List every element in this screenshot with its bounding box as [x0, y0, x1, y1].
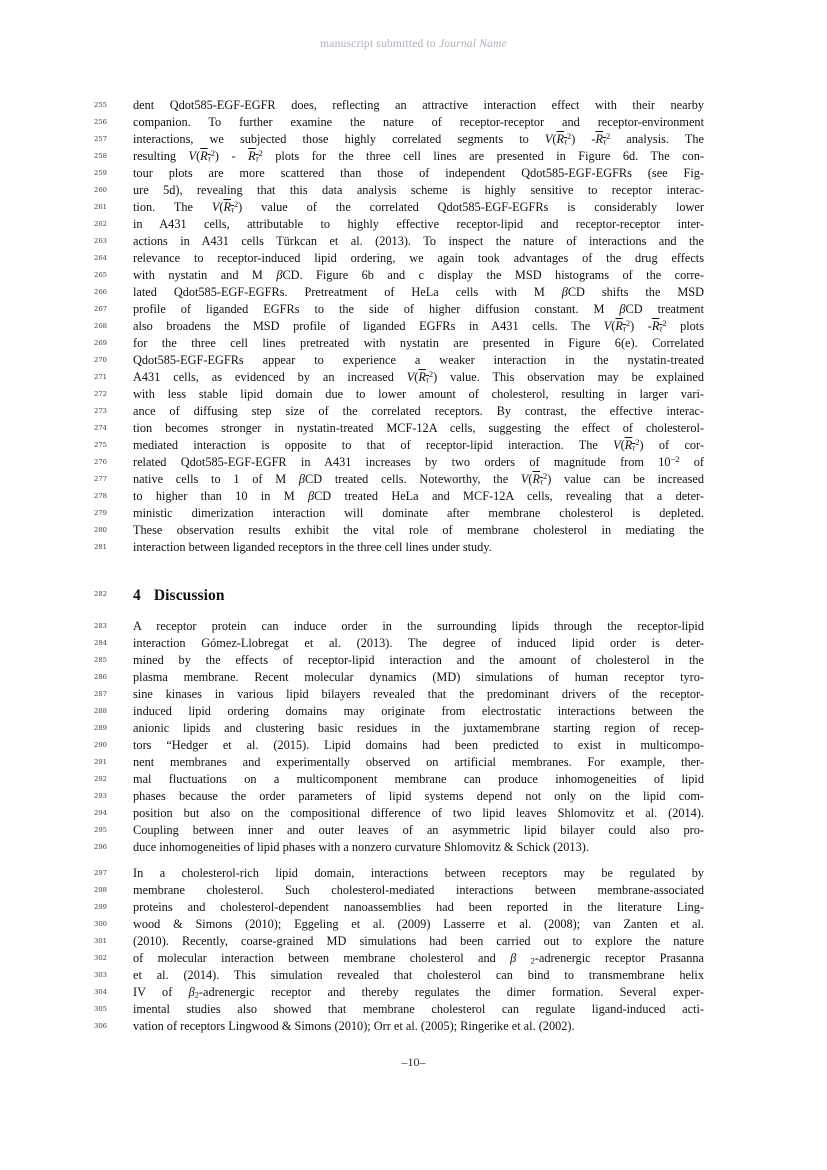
line-text: wood & Simons (2010); Eggeling et al. (2009) Lasserre et al. (2008); van Zanten et al.: [133, 917, 704, 931]
line-text: interaction Gómez-Llobregat et al. (2013). The degree of induced lipid order is deter-: [133, 636, 704, 650]
line-text: sine kinases in various lipid bilayers revealed that the predominant drivers of the receptor-: [133, 687, 704, 701]
line-text: profile of liganded EGFRs to the side of higher diffusion constant. M βCD treatment: [133, 302, 704, 316]
line-text: induced lipid ordering domains may originate from electrostatic interactions between the: [133, 704, 704, 718]
page-body: [0, 97, 827, 1035]
line-number: 301: [94, 937, 107, 945]
text-line: [0, 916, 827, 933]
text-line: [0, 114, 827, 131]
text-line: [0, 737, 827, 754]
text-line: [0, 216, 827, 233]
line-text: et al. (2014). This simulation revealed that cholesterol can bind to transmembrane helix: [133, 968, 704, 982]
text-line: [0, 703, 827, 720]
line-text: native cells to 1 of M βCD treated cells. Noteworthy, the $V(R_\tau^2)$ value can be increased: [133, 471, 705, 487]
text-line: [0, 199, 827, 216]
line-number: 269: [94, 339, 107, 347]
text-line: [0, 967, 827, 984]
line-number: 293: [94, 792, 107, 800]
text-line: [0, 386, 827, 403]
line-text: nent membranes and experimentally observed on artificial membranes. For example, ther-: [133, 755, 704, 769]
text-line: [0, 788, 827, 805]
line-number: 263: [94, 237, 107, 245]
text-line: [0, 865, 827, 882]
text-line: [0, 539, 827, 556]
line-number: 304: [94, 988, 107, 996]
line-number: 287: [94, 690, 107, 698]
line-number: 302: [94, 954, 107, 962]
line-text: (2010). Recently, coarse-grained MD simulations had been carried out to explore the nature: [133, 934, 704, 948]
text-line: [0, 984, 827, 1001]
text-line: [0, 899, 827, 916]
line-number: 288: [94, 707, 107, 715]
line-number: 270: [94, 356, 107, 364]
text-line: [0, 754, 827, 771]
line-text: interactions, we subjected those highly correlated segments to $V(R_\tau^2)$ $-R_\tau^2$ analysis. The: [133, 131, 704, 147]
line-text: tion becomes stronger in nystatin-treated MCF-12A cells, suggesting the effect of cholesterol-: [133, 421, 704, 435]
line-number: 300: [94, 920, 107, 928]
text-line: [0, 950, 827, 967]
line-text: to higher than 10 in M βCD treated HeLa and MCF-12A cells, revealing that a deter-: [133, 489, 704, 503]
line-text: actions in A431 cells Türkcan et al. (2013). To inspect the nature of interactions and the: [133, 234, 704, 248]
journal-name: Journal Name: [438, 38, 507, 50]
line-number: 289: [94, 724, 107, 732]
line-text: Coupling between inner and outer leaves of an asymmetric lipid bilayer could also pro-: [133, 823, 704, 837]
text-line: [0, 420, 827, 437]
line-number: 275: [94, 441, 107, 449]
text-line: [0, 471, 827, 488]
line-number: 272: [94, 390, 107, 398]
line-number: 259: [94, 169, 107, 177]
line-number: 262: [94, 220, 107, 228]
text-line: [0, 1001, 827, 1018]
line-text: mal fluctuations on a multicomponent membrane can produce inhomogeneities of lipid: [133, 772, 704, 786]
line-text: for the three cell lines pretreated with nystatin are presented in Figure 6(e). Correlated: [133, 336, 704, 350]
text-line: [0, 522, 827, 539]
line-number: 290: [94, 741, 107, 749]
line-text: tion. The $V(R_\tau^2)$ value of the correlated Qdot585-EGF-EGFRs is considerably lower: [133, 199, 704, 215]
line-text: interaction between liganded receptors in the three cell lines under study.: [133, 540, 492, 554]
line-text: relevance to receptor-induced lipid ordering, we again took advantages of the drug effects: [133, 251, 704, 265]
line-number: 268: [94, 322, 107, 330]
text-line: [0, 403, 827, 420]
line-text: vation of receptors Lingwood & Simons (2010); Orr et al. (2005); Ringerike et al. (2002).: [133, 1019, 575, 1033]
line-text: position but also on the compositional difference of two lipid leaves Shlomovitz et al. (2014).: [133, 806, 704, 820]
line-number: 271: [94, 373, 107, 381]
text-line: [0, 301, 827, 318]
line-text: ministic dimerization interaction will dominate after membrane cholesterol is depleted.: [133, 506, 704, 520]
text-line: [0, 805, 827, 822]
text-line: [0, 618, 827, 635]
line-number: 256: [94, 118, 107, 126]
line-number: 303: [94, 971, 107, 979]
page-number: –10–: [401, 1055, 426, 1069]
line-number: 279: [94, 509, 107, 517]
text-line: [0, 822, 827, 839]
heading-line: [0, 586, 827, 606]
line-text: These observation results exhibit the vital role of membrane cholesterol in mediating the: [133, 523, 704, 537]
text-line: [0, 131, 827, 148]
line-number: 260: [94, 186, 107, 194]
line-text: mined by the effects of receptor-lipid interaction and the amount of cholesterol in the: [133, 653, 704, 667]
line-number: 266: [94, 288, 107, 296]
line-text: Qdot585-EGF-EGFRs appear to experience a weaker interaction in the nystatin-treated: [133, 353, 704, 367]
text-line: [0, 1018, 827, 1035]
line-number: 296: [94, 843, 107, 851]
text-line: [0, 488, 827, 505]
line-text: mediated interaction is opposite to that of receptor-lipid interaction. The $V(R_\tau^2)$ of cor-: [133, 437, 705, 453]
line-number: 273: [94, 407, 107, 415]
line-number: 285: [94, 656, 107, 664]
line-number: 283: [94, 622, 107, 630]
running-head-text: manuscript submitted to: [320, 38, 439, 50]
line-number: 264: [94, 254, 107, 262]
text-line: [0, 437, 827, 454]
paragraph-block: [0, 618, 827, 856]
line-number: 261: [94, 203, 107, 211]
line-text: resulting $V(R_\tau^2) - R_\tau^2$ plots for the three cell lines are presented in Figure 6d. The con-: [133, 148, 705, 164]
line-number: 298: [94, 886, 107, 894]
line-number: 282: [94, 590, 107, 598]
text-line: [0, 720, 827, 737]
text-line: [0, 182, 827, 199]
section-title: Discussion: [153, 587, 225, 604]
paragraph-block: [0, 865, 827, 1035]
section-number: 4: [133, 587, 141, 604]
line-number: 297: [94, 869, 107, 877]
line-number: 257: [94, 135, 107, 143]
line-number: 265: [94, 271, 107, 279]
line-text: tour plots are more scattered than those of independent Qdot585-EGF-EGFRs (see Fig-: [133, 166, 704, 180]
section-heading: [133, 586, 827, 606]
line-number: 294: [94, 809, 107, 817]
line-text: also broadens the MSD profile of liganded EGFRs in A431 cells. The $V(R_\tau^2)$ $-R_\tau^2$ plots: [133, 318, 704, 334]
line-text: ance of diffusing step size of the correlated receptors. By contrast, the effective interac-: [133, 404, 704, 418]
line-text: plasma membrane. Recent molecular dynamics (MD) simulations of human receptor tyro-: [133, 670, 704, 684]
line-text: lated Qdot585-EGF-EGFRs. Pretreatment of HeLa cells with M βCD shifts the MSD: [133, 285, 704, 299]
line-number: 305: [94, 1005, 107, 1013]
text-line: [0, 771, 827, 788]
line-number: 280: [94, 526, 107, 534]
line-number: 306: [94, 1022, 107, 1030]
line-number: 284: [94, 639, 107, 647]
text-line: [0, 284, 827, 301]
line-text: In a cholesterol-rich lipid domain, interactions between receptors may be regulated by: [133, 866, 704, 880]
line-number: 291: [94, 758, 107, 766]
text-line: [0, 669, 827, 686]
text-line: [0, 505, 827, 522]
line-text: proteins and cholesterol-dependent nanoassemblies had been reported in the literature Ling-: [133, 900, 704, 914]
running-head: [0, 38, 827, 50]
line-number: 299: [94, 903, 107, 911]
line-number: 267: [94, 305, 107, 313]
line-text: duce inhomogeneities of lipid phases with a nonzero curvature Shlomovitz & Schick (2013).: [133, 840, 589, 854]
section-heading-block: [0, 586, 827, 606]
line-number: 276: [94, 458, 107, 466]
text-line: [0, 839, 827, 856]
line-text: A receptor protein can induce order in the surrounding lipids through the receptor-lipid: [133, 619, 704, 633]
text-line: [0, 335, 827, 352]
line-number: 292: [94, 775, 107, 783]
text-line: [0, 454, 827, 471]
line-text: tors “Hedger et al. (2015). Lipid domains had been predicted to exist in multicompo-: [133, 738, 704, 752]
line-number: 295: [94, 826, 107, 834]
text-line: [0, 318, 827, 335]
line-text: companion. To further examine the nature of receptor-receptor and receptor-environment: [133, 115, 704, 129]
text-line: [0, 686, 827, 703]
line-number: 277: [94, 475, 107, 483]
line-text: phases because the order parameters of lipid systems depend not only on the lipid com-: [133, 789, 704, 803]
line-text: anionic lipids and clustering basic residues in the juxtamembrane starting region of recep-: [133, 721, 704, 735]
line-text: in A431 cells, attributable to highly effective receptor-lipid and receptor-receptor inter-: [133, 217, 704, 231]
text-line: [0, 882, 827, 899]
line-text: membrane cholesterol. Such cholesterol-mediated interactions between membrane-associated: [133, 883, 704, 897]
text-line: [0, 352, 827, 369]
line-text: A431 cells, as evidenced by an increased $V(R_\tau^2)$ value. This observation may be explained: [133, 369, 704, 385]
text-line: [0, 652, 827, 669]
text-line: [0, 267, 827, 284]
line-number: 286: [94, 673, 107, 681]
line-text: ure 5d), revealing that this data analysis scheme is highly sensitive to receptor interac-: [133, 183, 704, 197]
line-text: dent Qdot585-EGF-EGFR does, reflecting an attractive interaction effect with their nearby: [133, 98, 704, 112]
paragraph-block: [0, 97, 827, 556]
line-number: 274: [94, 424, 107, 432]
line-text: IV of $\beta_2$-adrenergic receptor and thereby regulates the dimer formation. Several exper-: [133, 985, 704, 1000]
text-line: [0, 233, 827, 250]
line-text: with less stable lipid domain due to lower amount of cholesterol, resulting in larger vari-: [133, 387, 704, 401]
line-number: 281: [94, 543, 107, 551]
line-number: 258: [94, 152, 107, 160]
text-line: [0, 250, 827, 267]
line-number: 255: [94, 101, 107, 109]
text-line: [0, 635, 827, 652]
line-text: related Qdot585-EGF-EGFR in A431 increases by two orders of magnitude from $10^{-2}$ of: [133, 454, 704, 469]
line-text: imental studies also showed that membrane cholesterol can regulate ligand-induced acti-: [133, 1002, 704, 1016]
text-line: [0, 933, 827, 950]
text-line: [0, 97, 827, 114]
text-line: [0, 369, 827, 386]
line-text: of molecular interaction between membrane cholesterol and β $_2$-adrenergic receptor Prasanna: [133, 951, 704, 966]
line-number: 278: [94, 492, 107, 500]
text-line: [0, 165, 827, 182]
text-line: [0, 148, 827, 165]
line-text: with nystatin and M βCD. Figure 6b and c display the MSD histograms of the corre-: [133, 268, 704, 282]
